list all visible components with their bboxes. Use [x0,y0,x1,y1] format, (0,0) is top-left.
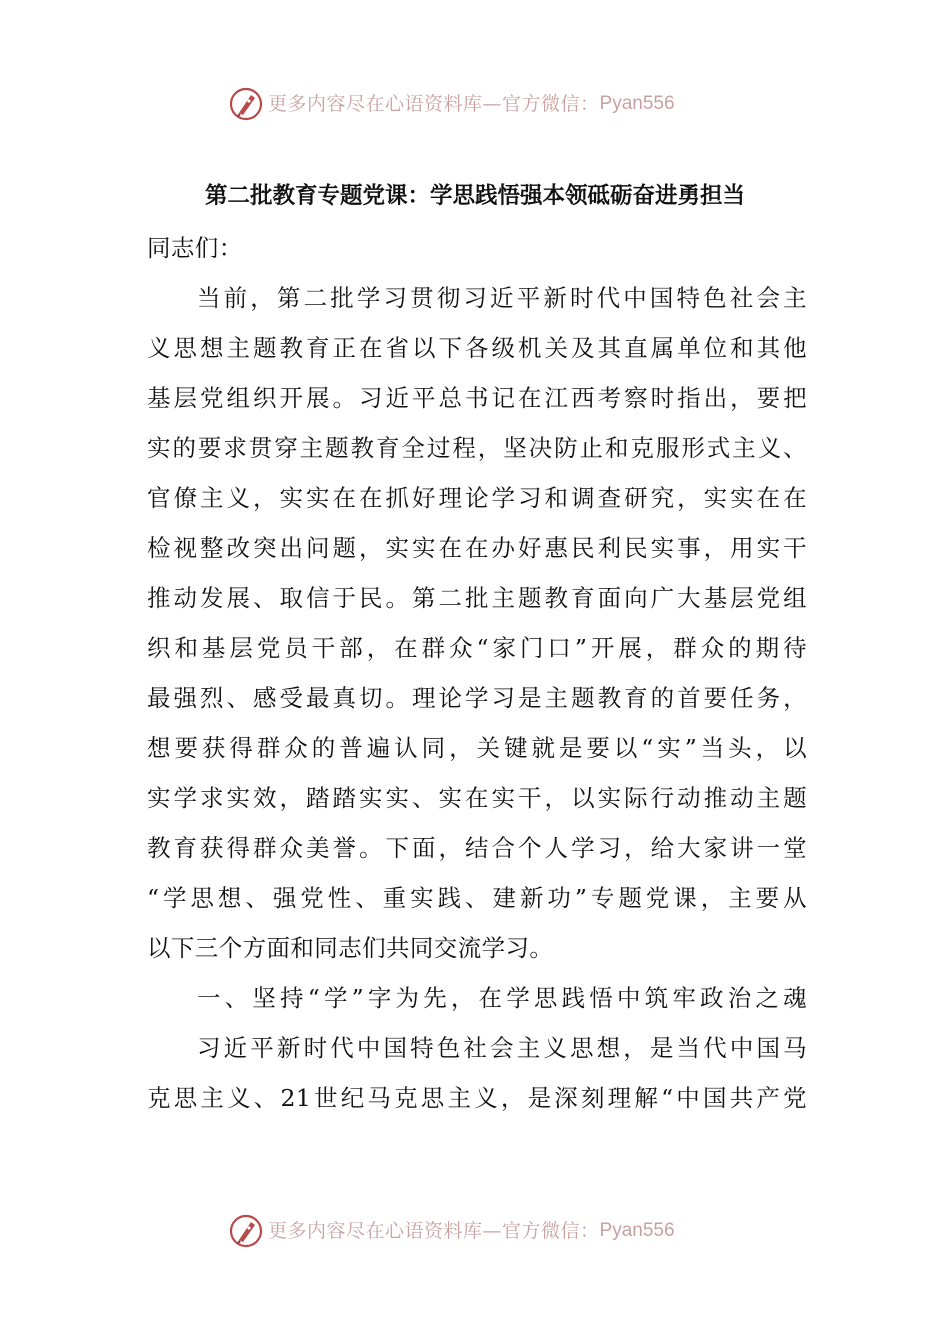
watermark-text: 更多内容尽在心语资料库—官方微信： [268,1220,600,1242]
watermark-wechat-id: Pyan556 [599,1220,675,1241]
pen-nib-logo-icon [228,1213,264,1249]
paragraph-line: 克思主义、21世纪马克思主义，是深刻理解“中国共产党 [147,1084,807,1112]
paragraph-line: “学思想、强党性、重实践、建新功”专题党课，主要从 [147,884,807,912]
salutation: 同志们： [147,234,243,262]
paragraph-line: 实学求实效，踏踏实实、实在实干，以实际行动推动主题 [147,784,807,812]
pen-nib-logo-icon [228,86,264,122]
paragraph-line: 教育获得群众美誉。下面，结合个人学习，给大家讲一堂 [147,834,807,862]
document-title: 第二批教育专题党课：学思践悟强本领砥砺奋进勇担当 [204,183,745,209]
watermark-wechat-id: Pyan556 [599,93,675,114]
paragraph-line: 基层党组织开展。习近平总书记在江西考察时指出，要把 [147,384,807,412]
paragraph-line: 习近平新时代中国特色社会主义思想，是当代中国马 [197,1034,807,1062]
paragraph-line: 实的要求贯穿主题教育全过程，坚决防止和克服形式主义、 [147,434,807,462]
watermark-banner-top [228,84,675,124]
paragraph-line: 官僚主义，实实在在抓好理论学习和调查研究，实实在在 [147,484,807,512]
watermark-text: 更多内容尽在心语资料库—官方微信： [268,93,600,115]
paragraph-line: 以下三个方面和同志们共同交流学习。 [147,934,554,962]
watermark-banner-bottom [228,1211,675,1251]
paragraph-line: 检视整改突出问题，实实在在办好惠民利民实事，用实干 [147,534,807,562]
paragraph-line: 当前，第二批学习贯彻习近平新时代中国特色社会主 [197,284,807,312]
section-heading: 一、坚持“学”字为先，在学思践悟中筑牢政治之魂 [197,984,807,1012]
paragraph-line: 织和基层党员干部，在群众“家门口”开展，群众的期待 [147,634,807,662]
paragraph-line: 最强烈、感受最真切。理论学习是主题教育的首要任务， [147,684,807,712]
paragraph-line: 推动发展、取信于民。第二批主题教育面向广大基层党组 [147,584,807,612]
paragraph-line: 义思想主题教育正在省以下各级机关及其直属单位和其他 [147,334,807,362]
document-body [147,223,807,1123]
paragraph-line: 想要获得群众的普遍认同，关键就是要以“实”当头，以 [147,734,807,762]
